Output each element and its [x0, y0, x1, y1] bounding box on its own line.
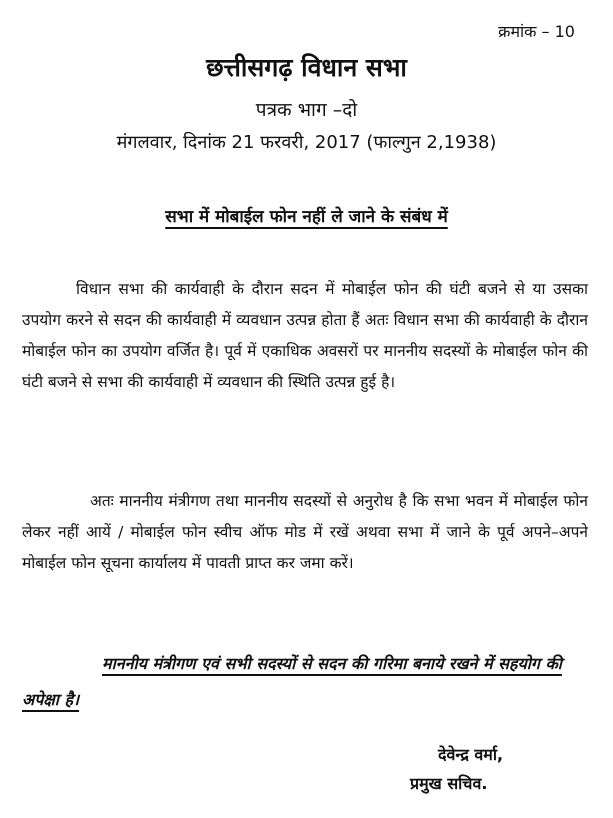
signatory-name: देवेन्द्र वर्मा, [438, 745, 504, 764]
bulletin-part: पत्रक भाग –दो [255, 99, 358, 121]
document-title: छत्तीसगढ़ विधान सभा [206, 53, 407, 82]
date-line: मंगलवार, दिनांक 21 फरवरी, 2017 (फाल्गुन 2,1938) [116, 132, 497, 153]
subject-heading [0, 204, 613, 227]
body-paragraph-1: विधान सभा की कार्यवाही के दौरान सदन में मोबाईल फोन की घंटी बजने से या उसका उपयोग करने से सदन की कार्यवाही में व्यवधान उत्पन्न होता हैं अतः विधान सभा की कार्यवाही के दौरान मोबाईल फोन का उपयोग वर्जित है। पूर्व में एकाधिक अवसरों पर माननीय सदस्यों के मोबाईल फोन की घंटी बजने से सभा की कार्यवाही में व्यवधान की स्थिति उत्पन्न हुई है। [22, 280, 588, 391]
body-paragraph-2: अतः माननीय मंत्रीगण तथा माननीय सदस्यों से अनुरोध है कि सभा भवन में मोबाईल फोन लेकर नहीं आयें / मोबाईल फोन स्वीच ऑफ मोड में रखें अथवा सभा में जाने के पूर्व अपने–अपने मोबाईल फोन सूचना कार्यालय में पावती प्राप्त कर जमा करें। [22, 492, 588, 572]
serial-number: क्रमांक – 10 [498, 22, 575, 41]
subject-text: सभा में मोबाईल फोन नहीं ले जाने के संबंध में [165, 207, 448, 227]
signature-block [410, 740, 590, 798]
appeal-statement [22, 646, 588, 718]
appeal-text: माननीय मंत्रीगण एवं सभी सदस्यों से सदन की गरिमा बनाये रखने में सहयोग की अपेक्षा है। [22, 654, 562, 709]
signatory-title: प्रमुख सचिव. [410, 774, 488, 793]
